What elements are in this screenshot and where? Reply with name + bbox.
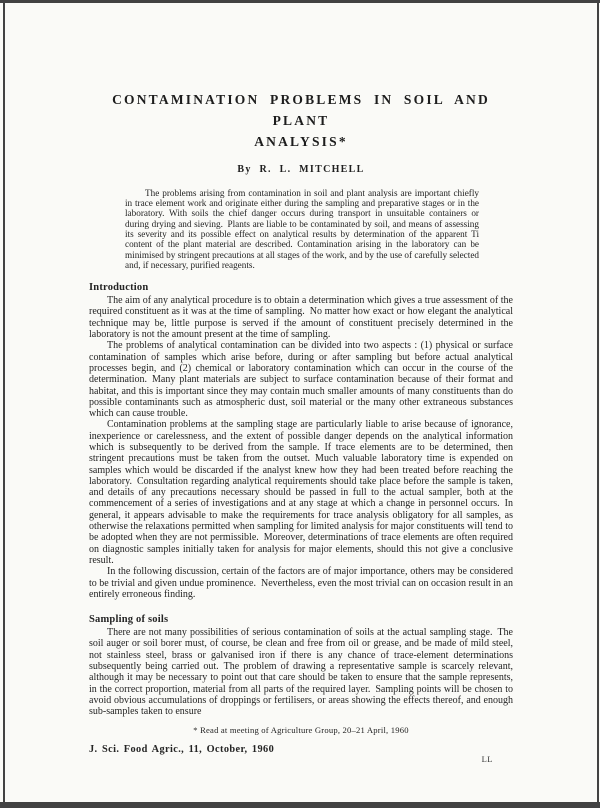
- paragraph: The aim of any analytical procedure is to obtain a determination which gives a true assessment of the required constituent as it was at the time of sampling. No matter how exact or how elegant the analytical technique may be, little purpose is served if the amount of constituent precisely determined in the laboratory is not the amount present at the time of sampling.: [89, 295, 513, 341]
- abstract: The problems arising from contamination in soil and plant analysis are important chiefly in trace element work and originate either during the sampling and preparative stages or in the laboratory. With soils the chief danger occurs during transport in unsuitable containers or during drying and sieving. Plants are liable to be contaminated by soil, and means of assessing its severity and its possible effect on analytical results by determination of the apparent Ti content of the plant material are described. Contamination arising in the laboratory can be minimised by stringent precautions at all stages of the work, and by the use of carefully selected and, if necessary, purified reagents.: [125, 187, 479, 270]
- footnote: * Read at meeting of Agriculture Group, 20–21 April, 1960: [193, 724, 409, 735]
- section-heading: Introduction: [89, 282, 149, 294]
- section-heading: Sampling of soils: [89, 614, 169, 626]
- byline: By R. L. MITCHELL: [237, 163, 365, 175]
- article: [89, 0, 513, 764]
- section-introduction: [89, 282, 513, 600]
- scan-border-bottom: [0, 802, 600, 808]
- journal-citation: J. Sci. Food Agric., 11, October, 1960: [89, 743, 275, 755]
- section-sampling-of-soils: [89, 614, 513, 717]
- scan-border-left: [3, 0, 5, 808]
- printers-signature-mark: LL: [481, 753, 493, 764]
- paragraph: Contamination problems at the sampling stage are particularly liable to arise because of ignorance, inexperience or carelessness, and the extent of possible danger depends on the analytical information which is subsequently to be derived from the sample. If trace elements are to be determined, then stringent precautions must be taken from the outset. Much valuable laboratory time is expended on samples which would be discarded if the analyst knew how they had been treated before reaching the laboratory. Consultation regarding analytical requirements should take place before the sample is taken, and details of any precautions necessary should be passed in full to the actual sampler, both at the commencement of a series of investigations and at any stage at which a change in personnel occurs. In general, it appears advisable to make the requirements for trace analysis obligatory for all samples, as otherwise the relaxations permitted when sampling for limited analysis for major constituents will tend to be adopted when they are not permissible. Moreover, determinations of trace elements are often required on diagnostic samples initially taken for analysis for major elements, should this not give a conclusive result.: [89, 419, 513, 566]
- paragraph: In the following discussion, certain of the factors are of major importance, others may be considered to be trivial and given undue prominence. Nevertheless, even the most trivial can on occasion result in an entirely erroneous finding.: [89, 566, 513, 600]
- article-title: [89, 90, 513, 153]
- article-title-line2: ANALYSIS*: [254, 133, 348, 149]
- page-footer: [89, 744, 513, 764]
- article-title-line1: CONTAMINATION PROBLEMS IN SOIL AND PLANT: [112, 92, 490, 128]
- scan-border-right: [597, 0, 599, 808]
- paragraph: There are not many possibilities of serious contamination of soils at the actual sampling stage. The soil auger or soil borer must, of course, be clean and free from oil or grease, and be made of mild steel, not stainless steel, brass or galvanised iron if there is any chance of trace-element determinations subsequently being carried out. The problem of drawing a representative sample is scarcely relevant, although it may be necessary to point out that care should be taken to ensure that the sample represents, in the correct proportion, material from all parts of the required layer. Sampling points will be chosen to avoid obvious accumulations of droppings or fertilisers, or areas showing the effects thereof, and enough sub-samples taken to ensure: [89, 627, 513, 718]
- paragraph: The problems of analytical contamination can be divided into two aspects : (1) physical or surface contamination of samples which arise before, during or after sampling but before actual analytical processes begin, and (2) chemical or laboratory contamination which can occur in the course of the determination. Many plant materials are subject to surface contamination because of their format and habitat, and this is important since they may contain much smaller amounts of many constituents than do possible contaminants such as atmospheric dust, soil material or the many other extraneous substances which can cause trouble.: [89, 340, 513, 420]
